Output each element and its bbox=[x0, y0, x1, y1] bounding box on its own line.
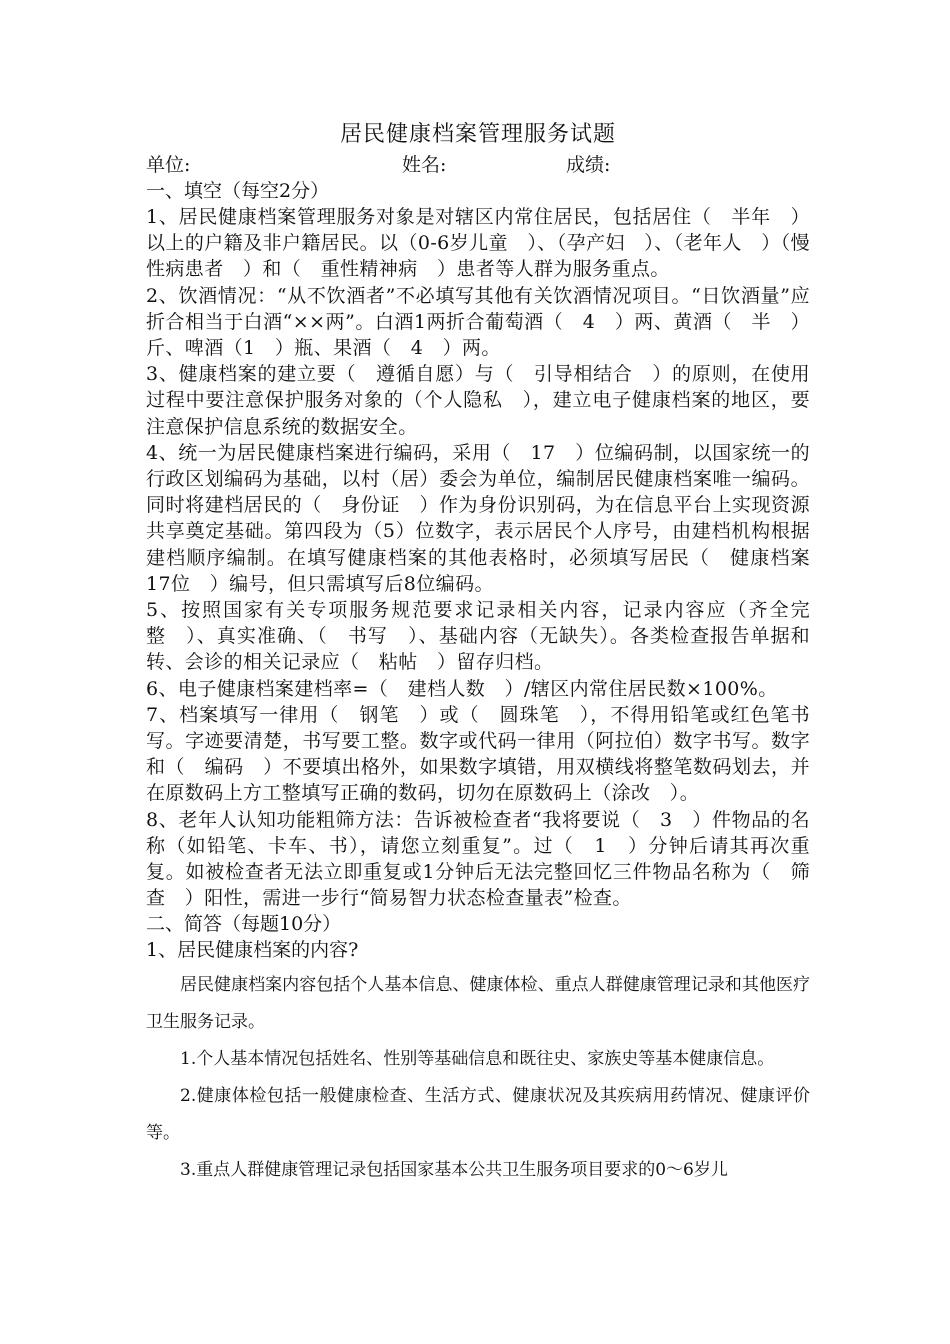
unit-label: 单位: bbox=[146, 154, 191, 176]
document-title: 居民健康档案管理服务试题 bbox=[339, 122, 616, 147]
short-answer-question-1: 1、居民健康档案的内容? bbox=[146, 939, 359, 962]
question-4: 4、统一为居民健康档案进行编码，采用（ 17 ）位编码制，以国家统一的行政区划编码为基础，以村（居）委会为单位，编制居民健康档案唯一编码。同时将建档居民的（ 身份证 ）作为身份识别码，为在信息平台上实现资源共享奠定基础。第四段为（5）位数字，表示居民个人序号，由建档机构根据建档顺序编制。在填写健康档案的其他表格时，必须填写居民（ 健康档案17位 ）编号，但只需填写后8位编码。 bbox=[146, 441, 810, 595]
document-page bbox=[146, 118, 810, 1189]
name-label: 姓名: bbox=[402, 154, 447, 176]
question-3: 3、健康档案的建立要（ 遵循自愿）与（ 引导相结合 ）的原则，在使用过程中要注意保护服务对象的（个人隐私 ），建立电子健康档案的地区，要注意保护信息系统的数据安全。 bbox=[146, 363, 810, 438]
section-heading-fill-blank: 一、填空（每空2分） bbox=[146, 180, 330, 202]
answer-item-2: 2.健康体检包括一般健康检查、生活方式、健康状况及其疾病用药情况、健康评价等。 bbox=[146, 1086, 810, 1144]
question-8: 8、老年人认知功能粗筛方法：告诉被检查者“我将要说（ 3 ）件物品的名称（如铅笔、卡车、书），请您立刻重复”。过（ 1 ）分钟后请其再次重复。如被检查者无法立即重复或1分钟后无法完整回忆三件物品名称为（ 筛查 ）阳性，需进一步行“简易智力状态检查量表”检查。 bbox=[146, 808, 810, 910]
question-7: 7、档案填写一律用（ 钢笔 ）或（ 圆珠笔 ），不得用铅笔或红色笔书写。字迹要清楚，书写要工整。数字或代码一律用（阿拉伯）数字书写。数字和（ 编码 ）不要填出格外，如果数字填错，用双横线将整笔数码划去，并在原数码上方工整填写正确的数码，切勿在原数码上（涂改 ）。 bbox=[146, 703, 810, 805]
section-heading-short-answer: 二、简答（每题10分） bbox=[146, 913, 342, 936]
answer-item-1: 1.个人基本情况包括姓名、性别等基础信息和既往史、家族史等基本健康信息。 bbox=[180, 1049, 775, 1070]
question-2: 2、饮酒情况：“从不饮酒者”不必填写其他有关饮酒情况项目。“日饮酒量”应折合相当于白酒“××两”。白酒1两折合葡萄酒（ 4 ）两、黄酒（ 半 ）斤、啤酒（1 ）瓶、果酒（ 4 ）两。 bbox=[146, 284, 810, 360]
score-label: 成绩: bbox=[566, 154, 611, 176]
question-5: 5、按照国家有关专项服务规范要求记录相关内容，记录内容应（齐全完整 ）、真实准确、（ 书写 ）、基础内容（无缺失）。各类检查报告单据和转、会诊的相关记录应（ 粘帖 ）留存归档。 bbox=[146, 599, 810, 674]
answer-item-3: 3.重点人群健康管理记录包括国家基本公共卫生服务项目要求的0～6岁儿 bbox=[180, 1160, 728, 1181]
answer-paragraph: 居民健康档案内容包括个人基本信息、健康体检、重点人群健康管理记录和其他医疗卫生服务记录。 bbox=[146, 975, 810, 1033]
question-1: 1、居民健康档案管理服务对象是对辖区内常住居民，包括居住（ 半年 ）以上的户籍及非户籍居民。以（0-6岁儿童 ）、（孕产妇 ）、（老年人 ）（慢性病患者 ）和（ 重性精神病 ）患者等人群为服务重点。 bbox=[146, 206, 810, 281]
question-6: 6、电子健康档案建档率=（ 建档人数 ）/辖区内常住居民数×100%。 bbox=[146, 677, 778, 700]
header-fields bbox=[146, 152, 810, 178]
